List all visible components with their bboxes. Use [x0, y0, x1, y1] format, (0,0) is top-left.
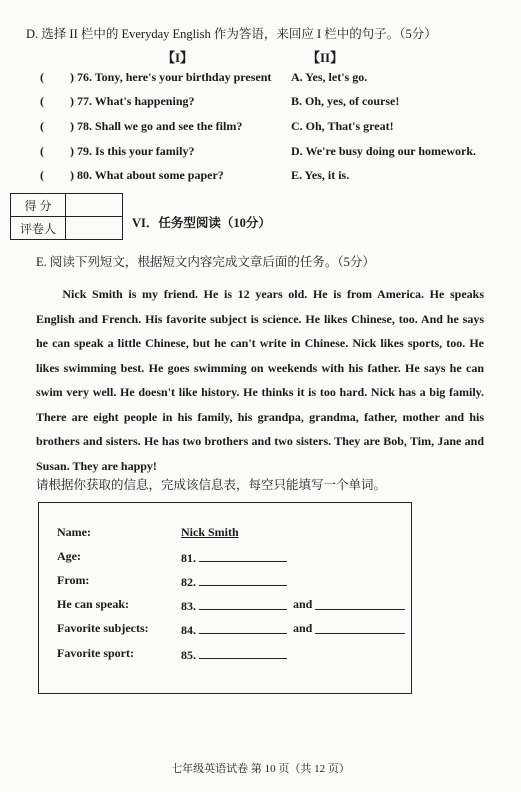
grader-field[interactable] — [66, 217, 123, 240]
answer-blank-open[interactable]: ( — [40, 70, 44, 84]
answer-line[interactable] — [199, 646, 287, 659]
blank-number: 84. — [181, 623, 196, 637]
info-key: From: — [57, 573, 90, 587]
blank-85[interactable] — [181, 646, 287, 663]
info-row-languages — [57, 597, 407, 617]
info-row-age — [57, 549, 407, 569]
info-value-name: Nick Smith — [181, 525, 239, 539]
blank-number: 85. — [181, 648, 196, 662]
answer-option-a: A. Yes, let's go. — [291, 70, 368, 84]
blank-number: 83. — [181, 599, 196, 613]
column-i-heading: 【I】 — [162, 50, 194, 65]
matching-row — [14, 144, 514, 166]
answer-option-e: E. Yes, it is. — [291, 168, 350, 182]
question-text: 78. Shall we go and see the film? — [77, 119, 243, 133]
answer-blank-close: ) — [70, 144, 74, 158]
answer-blank-close: ) — [70, 94, 74, 108]
blank-83[interactable] — [181, 597, 287, 614]
answer-blank-open[interactable]: ( — [40, 168, 44, 182]
matching-row — [14, 94, 514, 116]
answer-line[interactable] — [199, 549, 287, 562]
answer-option-b: B. Oh, yes, of course! — [291, 94, 400, 108]
page-footer: 七年级英语试卷 第 10 页（共 12 页） — [171, 763, 350, 775]
blank-84[interactable] — [181, 621, 287, 638]
answer-line-second[interactable] — [315, 609, 405, 610]
question-text: 76. Tony, here's your birthday present — [77, 70, 272, 84]
question-77 — [70, 94, 195, 109]
score-box — [10, 193, 123, 240]
answer-blank-open[interactable]: ( — [40, 119, 44, 133]
info-key: Name: — [57, 525, 91, 539]
question-76 — [70, 70, 271, 85]
answer-option-d: D. We're busy doing our homework. — [291, 144, 477, 158]
info-key: He can speak: — [57, 597, 129, 611]
info-row-subjects — [57, 621, 407, 641]
question-79 — [70, 144, 194, 159]
answer-line[interactable] — [199, 621, 287, 634]
blank-81[interactable] — [181, 549, 287, 566]
section-e-instruction: E. 阅读下列短文，根据短文内容完成文章后面的任务。（5分） — [36, 255, 375, 269]
question-text: 77. What's happening? — [77, 94, 195, 108]
answer-line[interactable] — [199, 573, 287, 586]
blank-82[interactable] — [181, 573, 287, 590]
matching-row — [14, 119, 514, 141]
answer-blank-close: ) — [70, 119, 74, 133]
info-key: Favorite sport: — [57, 646, 134, 660]
question-80 — [70, 168, 224, 183]
info-row-sport — [57, 646, 407, 666]
info-row-name — [57, 525, 407, 545]
info-row-from — [57, 573, 407, 593]
question-78 — [70, 119, 242, 134]
grader-label: 评卷人 — [11, 217, 66, 240]
answer-blank-open[interactable]: ( — [40, 144, 44, 158]
score-field[interactable] — [66, 194, 123, 217]
task-instruction: 请根据你获取的信息，完成该信息表，每空只能填写一个单词。 — [36, 478, 387, 492]
info-key: Age: — [57, 549, 81, 563]
blank-number: 81. — [181, 551, 196, 565]
blank-number: 82. — [181, 575, 196, 589]
question-text: 79. Is this your family? — [77, 144, 195, 158]
answer-blank-close: ) — [70, 70, 74, 84]
answer-blank-open[interactable]: ( — [40, 94, 44, 108]
question-text: 80. What about some paper? — [77, 168, 224, 182]
matching-row — [14, 168, 514, 190]
answer-line[interactable] — [199, 597, 287, 610]
answer-option-c: C. Oh, That's great! — [291, 119, 394, 133]
column-ii-heading: 【II】 — [307, 50, 344, 65]
section-6-title: VI．任务型阅读（10分） — [132, 216, 271, 230]
answer-blank-close: ) — [70, 168, 74, 182]
and-label: and — [293, 597, 313, 611]
section-d-instruction: D. 选择 II 栏中的 Everyday English 作为答语，来回应 I 栏中的句子。（5分） — [26, 27, 437, 41]
and-label: and — [293, 621, 313, 635]
reading-passage: Nick Smith is my friend. He is 12 years old. He is from America. He speaks English and French. His favorite subject is science. He likes Chinese, too. And he says he can speak a little Chinese, but he can't write in Chinese. Nick likes sports, too. He likes swimming best. He goes swimming on weekends with his father. He says he can swim very well. He doesn't like history. He thinks it is too hard. Nick has a big family. There are eight people in his family, his grandpa, grandma, father, mother and his brothers and sisters. He has two brothers and two sisters. They are Bob, Tim, Jane and Susan. They are happy! — [36, 287, 484, 473]
answer-line-second[interactable] — [315, 633, 405, 634]
score-label: 得 分 — [11, 194, 66, 217]
info-key: Favorite subjects: — [57, 621, 149, 635]
info-table — [38, 502, 412, 694]
matching-row — [14, 70, 514, 92]
